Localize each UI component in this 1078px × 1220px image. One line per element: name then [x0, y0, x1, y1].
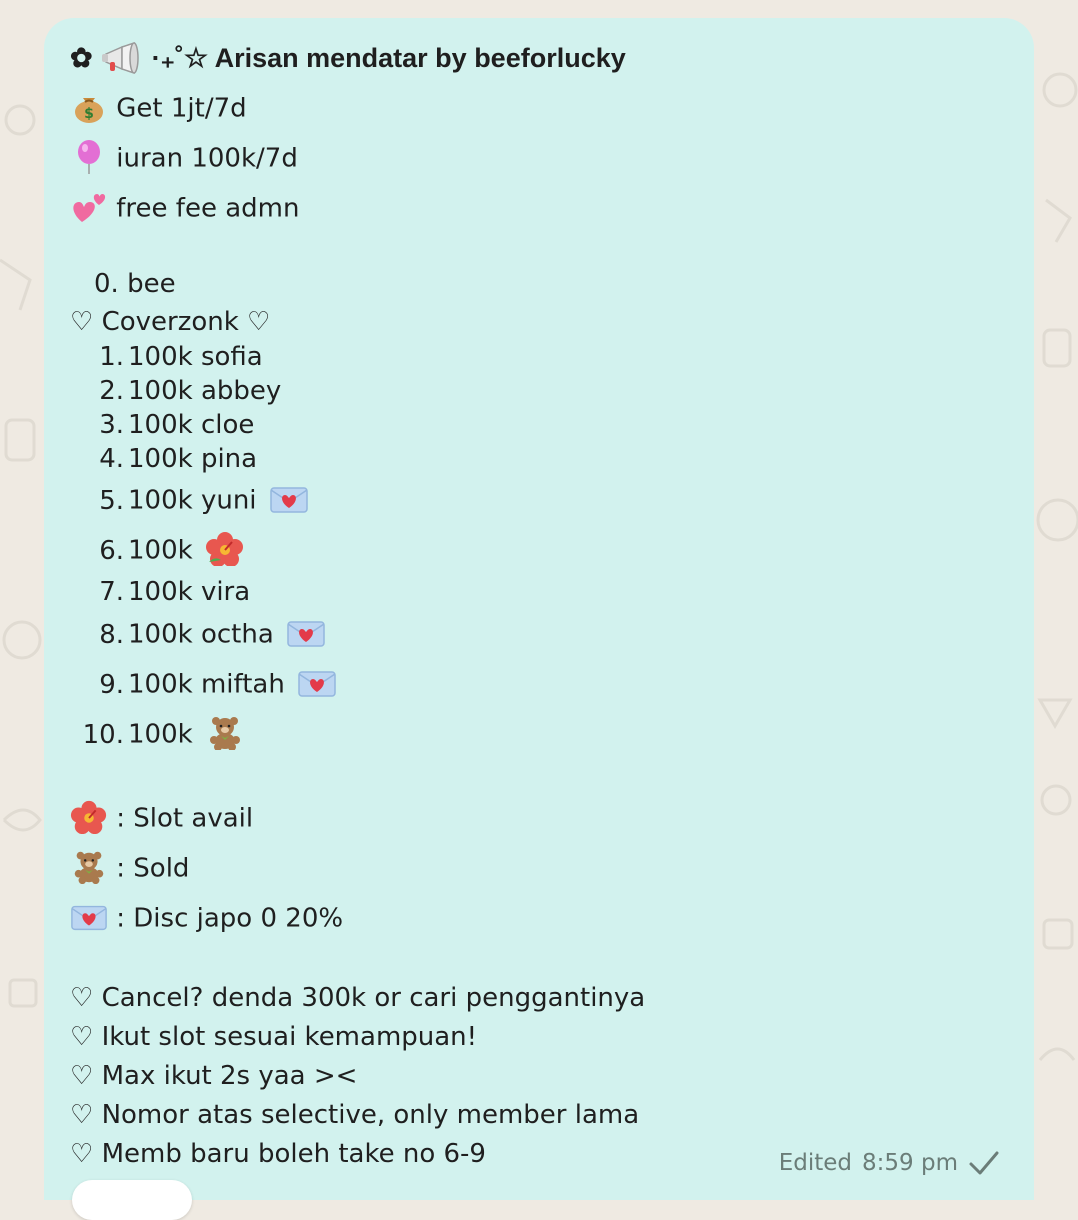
info-line-fee [70, 142, 298, 176]
edited-label: Edited [778, 1150, 853, 1176]
info-line-admin [70, 192, 299, 226]
love-letter-icon [297, 666, 337, 700]
legend-text: : Sold [116, 853, 190, 884]
rule-line: ♡ Cancel? denda 300k or cari penggantinya [70, 983, 646, 1013]
balloon-icon [70, 140, 108, 174]
legend-text: : Disc japo 0 20% [116, 903, 344, 934]
flower-glyph: ✿ [70, 43, 93, 73]
slot-number: 6. [99, 535, 124, 566]
slot-number: 8. [99, 619, 124, 650]
slot-number: 3. [99, 410, 124, 440]
slot-text: 100k yuni [128, 485, 257, 516]
slot-text: 100k pina [128, 444, 258, 474]
teddy-bear-icon [70, 850, 108, 884]
slot-row [72, 484, 309, 518]
hibiscus-icon [205, 532, 245, 566]
slot-row [72, 443, 257, 475]
slot-row [72, 534, 245, 568]
hibiscus-icon [70, 800, 108, 834]
slot-number: 9. [99, 669, 124, 700]
legend-text: : Slot avail [116, 803, 254, 834]
slot-text: 100k [128, 535, 193, 566]
slot-number: 4. [99, 444, 124, 474]
love-letter-icon [70, 900, 108, 934]
sent-check-icon [968, 1150, 1000, 1176]
info-text: iuran 100k/7d [116, 143, 298, 174]
rule-line: ♡ Max ikut 2s yaa >< [70, 1061, 358, 1091]
slot-number: 10. [82, 719, 124, 750]
slot-text: 100k [128, 719, 193, 750]
rule-line: ♡ Memb baru boleh take no 6-9 [70, 1139, 486, 1169]
message-meta [779, 1150, 1000, 1176]
reaction-pill[interactable] [72, 1180, 192, 1220]
svg-text:$: $ [84, 106, 94, 122]
love-letter-icon [269, 482, 309, 516]
slot-row [72, 618, 326, 652]
rule-line: ♡ Ikut slot sesuai kemampuan! [70, 1022, 478, 1052]
money-bag-icon [70, 90, 108, 124]
slot-text: 100k octha [128, 619, 274, 650]
slot-zero: 0. bee [94, 269, 176, 299]
slot-row [72, 668, 337, 702]
slot-number: 1. [99, 342, 124, 372]
slot-text: 100k miftah [128, 669, 285, 700]
legend-row [70, 852, 189, 886]
slot-text: 100k abbey [128, 376, 282, 406]
slot-text: 100k cloe [128, 410, 255, 440]
title-text: Arisan mendatar by beeforlucky [214, 43, 626, 73]
info-text: Get 1jt/7d [116, 93, 247, 124]
coverzonk-label: ♡ Coverzonk ♡ [70, 307, 271, 337]
slot-text: 100k vira [128, 577, 251, 607]
rule-line: ♡ Nomor atas selective, only member lama [70, 1100, 640, 1130]
info-text: free fee admn [116, 193, 300, 224]
slot-row [72, 341, 263, 373]
slot-text: 100k sofia [128, 342, 263, 372]
message-title [70, 42, 626, 77]
slot-row [72, 409, 254, 441]
message-time: 8:59 pm [862, 1150, 958, 1176]
slot-row [72, 718, 245, 752]
teddy-bear-icon [205, 716, 245, 750]
slot-number: 2. [99, 376, 124, 406]
info-line-payout [70, 92, 247, 126]
slot-row [72, 576, 250, 608]
love-letter-icon [286, 616, 326, 650]
sparkle-glyph: ·₊˚☆ [151, 43, 209, 73]
slot-row [72, 375, 281, 407]
legend-row [70, 902, 343, 936]
slot-number: 5. [99, 485, 124, 516]
megaphone-icon [100, 41, 144, 75]
slot-number: 7. [99, 577, 124, 607]
legend-row [70, 802, 253, 836]
two-hearts-icon [70, 190, 108, 224]
